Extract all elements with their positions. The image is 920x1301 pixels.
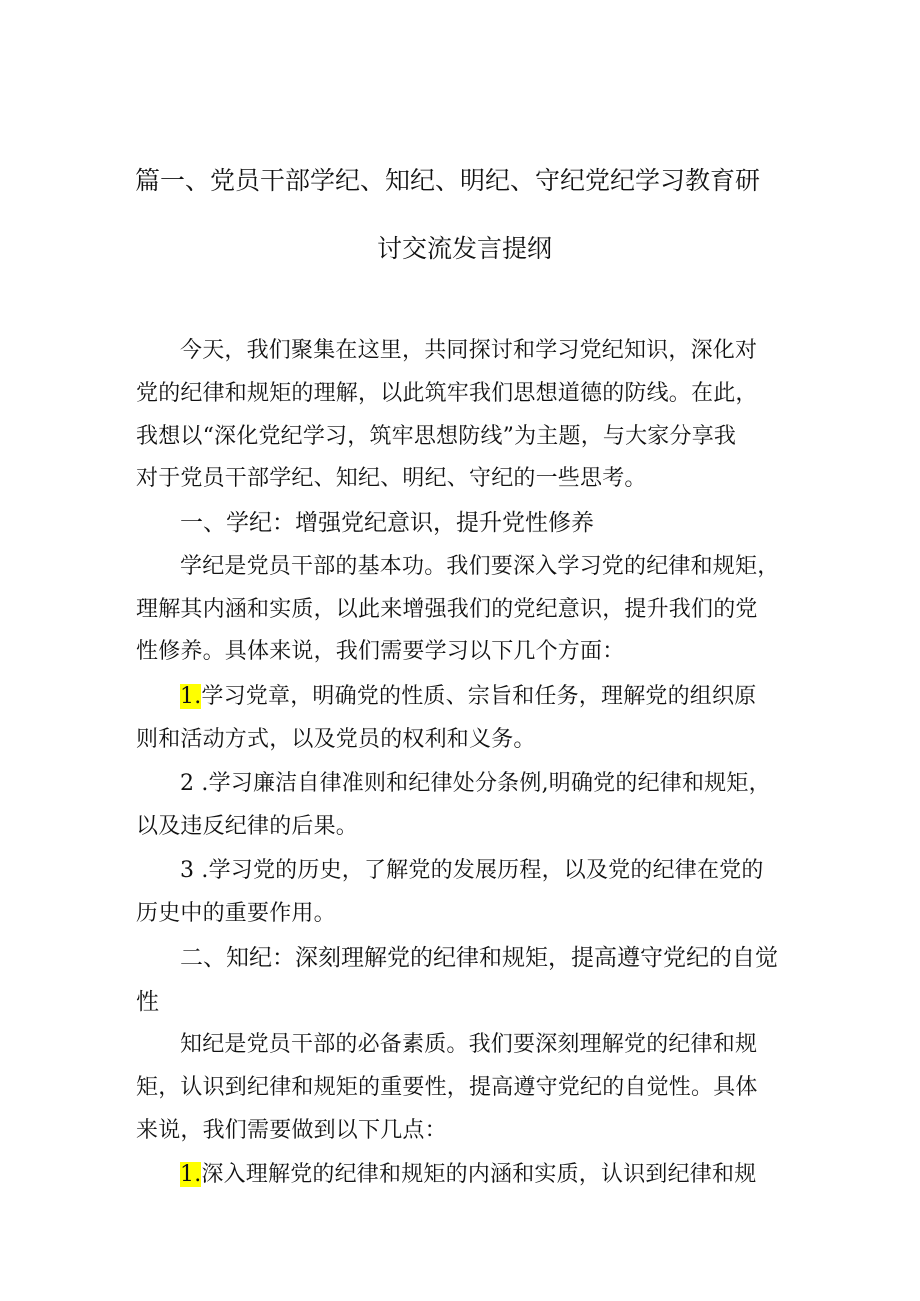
section-1-item-3-line-1: 3 .学习党的历史，了解党的发展历程，以及党的纪律在党的	[180, 858, 764, 883]
document-title-line-2: 讨交流发言提纲	[377, 234, 553, 263]
section-1-body-line-1: 学纪是党员干部的基本功。我们要深入学习党的纪律和规矩，	[180, 554, 780, 579]
intro-line-3: 我想以“深化党纪学习，筑牢思想防线”为主题，与大家分享我	[136, 424, 737, 449]
section-2-item-1-line-1	[180, 1157, 842, 1193]
section-1-item-1-line-2: 则和活动方式，以及党员的权利和义务。	[136, 727, 536, 752]
section-1-item-1-line-1	[180, 679, 842, 715]
section-1-heading: 一、学纪：增强党纪意识，提升党性修养	[180, 510, 594, 536]
section-2-heading-line-1: 二、知纪：深刻理解党的纪律和规矩，提高遵守党纪的自觉	[180, 945, 778, 971]
section-2-heading-line-2: 性	[136, 989, 159, 1015]
section-1-item-3-line-2: 历史中的重要作用。	[136, 901, 336, 926]
intro-line-1: 今天，我们聚集在这里，共同探讨和学习党纪知识，深化对	[180, 338, 758, 363]
section-1-item-2-line-1: 2 .学习廉洁自律准则和纪律处分条例,明确党的纪律和规矩，	[180, 771, 771, 796]
intro-line-4: 对于党员干部学纪、知纪、明纪、守纪的一些思考。	[136, 466, 647, 491]
highlighted-number: 1.	[180, 684, 202, 709]
document-title-line-1: 篇一、党员干部学纪、知纪、明纪、守纪党纪学习教育研	[135, 166, 761, 195]
section-1-body-line-3: 性修养。具体来说，我们需要学习以下几个方面：	[136, 639, 625, 664]
item-text: 深入理解党的纪律和规矩的内涵和实质，认识到纪律和规	[201, 1162, 757, 1187]
highlighted-number: 1.	[180, 1162, 202, 1187]
section-2-body-line-2: 矩，认识到纪律和规矩的重要性，提高遵守党纪的自觉性。具体	[136, 1075, 758, 1100]
item-text: 学习党章，明确党的性质、宗旨和任务，理解党的组织原	[201, 684, 757, 709]
section-1-body-line-2: 理解其内涵和实质，以此来增强我们的党纪意识，提升我们的党	[136, 597, 758, 622]
section-2-body-line-1: 知纪是党员干部的必备素质。我们要深刻理解党的纪律和规	[180, 1032, 758, 1057]
section-1-item-2-line-2: 以及违反纪律的后果。	[136, 814, 359, 839]
section-2-body-line-3: 来说，我们需要做到以下几点：	[136, 1118, 447, 1143]
intro-line-2: 党的纪律和规矩的理解，以此筑牢我们思想道德的防线。在此，	[136, 381, 758, 406]
